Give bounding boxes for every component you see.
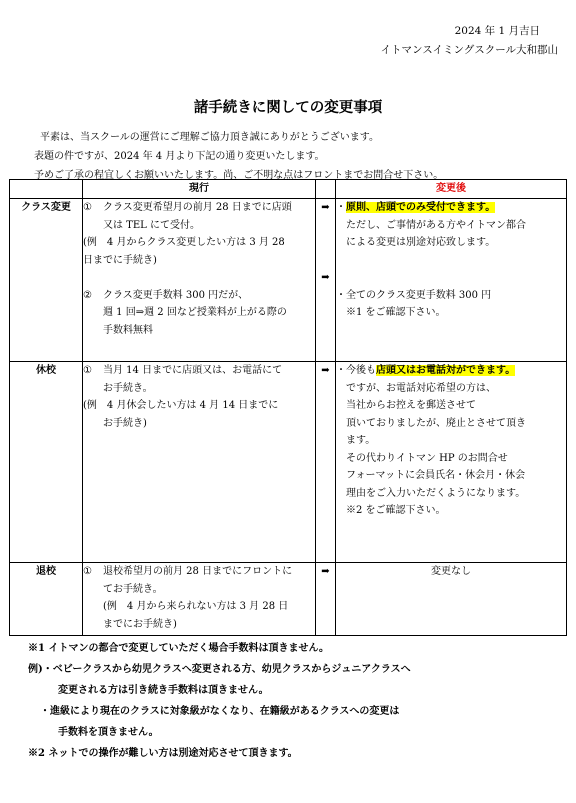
document-title: 諸手続きに関しての変更事項: [193, 99, 383, 116]
text-line: 日までに手続き): [83, 254, 157, 266]
text-line: 退校希望月の前月 28 日までにフロントに: [103, 566, 293, 577]
text-line: ※1 をご確認下さい。: [346, 307, 446, 318]
text-line: お手続き。: [103, 382, 153, 394]
text-line: お手続き): [103, 417, 147, 429]
text-line: ます。: [346, 435, 376, 446]
header-after: 変更後: [336, 180, 567, 199]
text-line: (例 4 月休会したい方は 4 月 14 日までに: [83, 400, 279, 411]
arrow-cell: [316, 563, 336, 636]
header-arrow-cell: [316, 180, 336, 199]
table-row-class-change: [10, 199, 567, 362]
text-line: 当月 14 日までに店頭又は、お電話にて: [103, 365, 283, 376]
header-current: 現行: [83, 180, 316, 199]
item-number: ②: [83, 289, 92, 301]
text-line: ですが、お電話対応希望の方は、: [346, 382, 496, 394]
arrow-cell: [316, 362, 336, 563]
intro-paragraph: [34, 128, 444, 185]
bullet-text: ・今後も: [336, 365, 376, 376]
item-number: ①: [83, 202, 92, 213]
current-absence: [83, 362, 316, 563]
text-line: ただし、ご事情がある方やイトマン都合: [346, 219, 526, 231]
text-line: クラス変更手数料 300 円だが、: [103, 289, 249, 301]
after-absence: [336, 362, 567, 563]
changes-table: [9, 179, 567, 636]
right-arrow-icon: ➡: [321, 202, 330, 213]
intro-line: 予めご了承の程宜しくお願いいたします。尚、ご不明な点はフロントまでお問合せ下さい。: [34, 170, 444, 181]
text-line: (例 4 月からクラス変更したい方は 3 月 28: [83, 237, 285, 248]
footnote-2: ※2 ネットでの操作が難しい方は別途対応させて頂きます。: [28, 748, 298, 759]
intro-line: 表題の件ですが、2024 年 4 月より下記の通り変更いたします。: [34, 151, 325, 162]
current-class-change: [83, 199, 316, 362]
table-row-withdrawal: [10, 563, 567, 636]
footnote-example-2-cont: 手数料を頂きません。: [58, 727, 159, 738]
highlighted-text: 原則、店頭でのみ受付できます。: [346, 202, 496, 213]
text-line: ※2 をご確認下さい。: [346, 505, 446, 516]
right-arrow-icon: ➡: [321, 272, 330, 283]
organization-name: イトマンスイミングスクール大和郡山: [380, 44, 558, 56]
highlighted-text: 店頭又はお電話対ができます。: [376, 365, 516, 376]
text-line: クラス変更希望月の前月 28 日までに店頭: [103, 202, 292, 213]
text-line: 頂いておりましたが、廃止とさせて頂き: [346, 417, 526, 429]
item-number: ①: [83, 365, 92, 376]
text-line: ・全てのクラス変更手数料 300 円: [336, 289, 492, 301]
table-header-row: [10, 180, 567, 199]
text-line: 又は TEL にて受付。: [103, 219, 200, 231]
intro-line: 平素は、当スクールの運営にご理解ご協力頂き誠にありがとうございます。: [40, 132, 379, 143]
footnotes: [28, 638, 411, 764]
text-line: 理由をご入力いただくようになります。: [346, 487, 526, 499]
item-number: ①: [83, 566, 92, 577]
right-arrow-icon: ➡: [321, 365, 330, 376]
arrow-cell: [316, 199, 336, 362]
text-line: (例 4 月から来られない方は 3 月 28 日: [103, 601, 289, 612]
bullet: ・: [336, 202, 346, 213]
after-withdrawal: 変更なし: [336, 563, 567, 636]
text-line: 手数料無料: [103, 324, 153, 336]
footnote-example-2: ・進級により現在のクラスに対象級がなくなり、在籍級があるクラスへの変更は: [40, 706, 400, 717]
text-line: による変更は別途対応致します。: [346, 237, 496, 248]
text-line: その代わりイトマン HP のお問合せ: [346, 452, 508, 464]
text-line: 当社からお控えを郵送させて: [346, 400, 476, 411]
category-absence: 休校: [10, 362, 83, 563]
document-date: 2024 年 1 月吉日: [454, 25, 540, 37]
table-row-absence: [10, 362, 567, 563]
category-withdrawal: 退校: [10, 563, 83, 636]
footnote-example: 例)・ベビークラスから幼児クラスへ変更される方、幼児クラスからジュニアクラスへ: [28, 664, 411, 675]
footnote-example-cont: 変更される方は引き続き手数料は頂きません。: [58, 685, 269, 696]
text-line: 週 1 回⇒週 2 回など授業料が上がる際の: [103, 307, 287, 318]
category-class-change: クラス変更: [10, 199, 83, 362]
after-class-change: [336, 199, 567, 362]
text-line: までにお手続き): [103, 618, 177, 630]
header-category-cell: [10, 180, 83, 199]
text-line: フォーマットに会員氏名・休会月・休会: [346, 470, 526, 481]
current-withdrawal: [83, 563, 316, 636]
text-line: てお手続き。: [103, 583, 163, 595]
right-arrow-icon: ➡: [321, 566, 330, 577]
footnote-1: ※1 イトマンの都合で変更していただく場合手数料は頂きません。: [28, 643, 330, 654]
